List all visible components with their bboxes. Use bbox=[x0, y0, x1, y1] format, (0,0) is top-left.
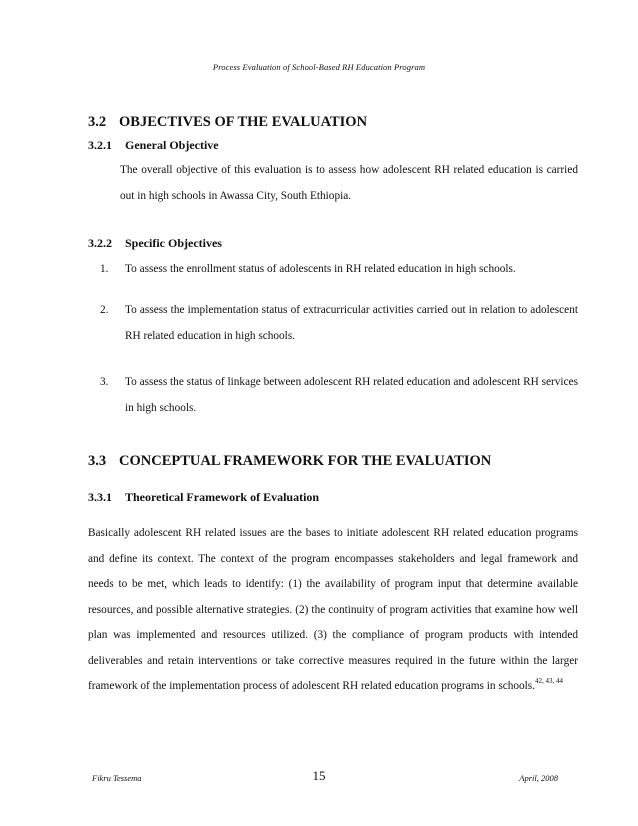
list-item-text: To assess the implementation status of extracurricular activities carried out in relation to adolescent RH related education in high schools. bbox=[125, 304, 578, 342]
section-title: OBJECTIVES OF THE EVALUATION bbox=[119, 114, 368, 130]
list-item-text: To assess the enrollment status of adolescents in RH related education in high schools. bbox=[125, 263, 516, 275]
subsection-title: General Objective bbox=[125, 138, 219, 152]
paragraph-text: Basically adolescent RH related issues are the bases to initiate adolescent RH related education programs and define its context. The context of the program encompasses stakeholders and legal framework and needs to be met, which leads to identify: (1) the availability of program input that determine available resources, and possible alternative strategies. (2) the continuity of program activities that examine how well plan was implemented and resources utilized. (3) the compliance of program products with intended deliverables and retain interventions or take corrective measures required in the future within the larger framework of the implementation process of adolescent RH related education programs in schools. bbox=[88, 527, 578, 692]
specific-objective-item bbox=[100, 370, 578, 421]
citation-superscript: 42, 43, 44 bbox=[535, 677, 564, 685]
list-marker: 2. bbox=[100, 304, 109, 316]
subsection-heading-3-3-1 bbox=[88, 490, 319, 505]
subsection-heading-3-2-1 bbox=[88, 138, 219, 153]
section-number: 3.2 bbox=[88, 114, 107, 130]
subsection-heading-3-2-2 bbox=[88, 236, 222, 251]
footer-author: Fikru Tessema bbox=[92, 773, 142, 783]
subsection-title: Theoretical Framework of Evaluation bbox=[125, 490, 320, 504]
specific-objective-item bbox=[100, 257, 578, 283]
running-header: Process Evaluation of School-Based RH Education Program bbox=[212, 62, 426, 72]
subsection-title: Specific Objectives bbox=[125, 236, 222, 250]
section-number: 3.3 bbox=[88, 453, 107, 469]
list-marker: 1. bbox=[100, 263, 109, 275]
page-number: 15 bbox=[312, 768, 326, 783]
section-title: CONCEPTUAL FRAMEWORK FOR THE EVALUATION bbox=[119, 453, 492, 469]
section-heading-3-2 bbox=[88, 114, 367, 131]
list-marker: 3. bbox=[100, 376, 109, 388]
section-heading-3-3 bbox=[88, 453, 491, 470]
general-objective-paragraph: The overall objective of this evaluation is to assess how adolescent RH related education is carried out in high schools in Awassa City, South Ethiopia. bbox=[120, 164, 578, 202]
specific-objective-item bbox=[100, 298, 578, 349]
subsection-number: 3.2.2 bbox=[88, 236, 112, 250]
subsection-number: 3.3.1 bbox=[88, 490, 112, 504]
footer-date: April, 2008 bbox=[519, 773, 558, 783]
subsection-number: 3.2.1 bbox=[88, 138, 112, 152]
theoretical-framework-paragraph bbox=[88, 521, 578, 700]
list-item-text: To assess the status of linkage between adolescent RH related education and adolescent RH services in high schools. bbox=[125, 376, 578, 414]
